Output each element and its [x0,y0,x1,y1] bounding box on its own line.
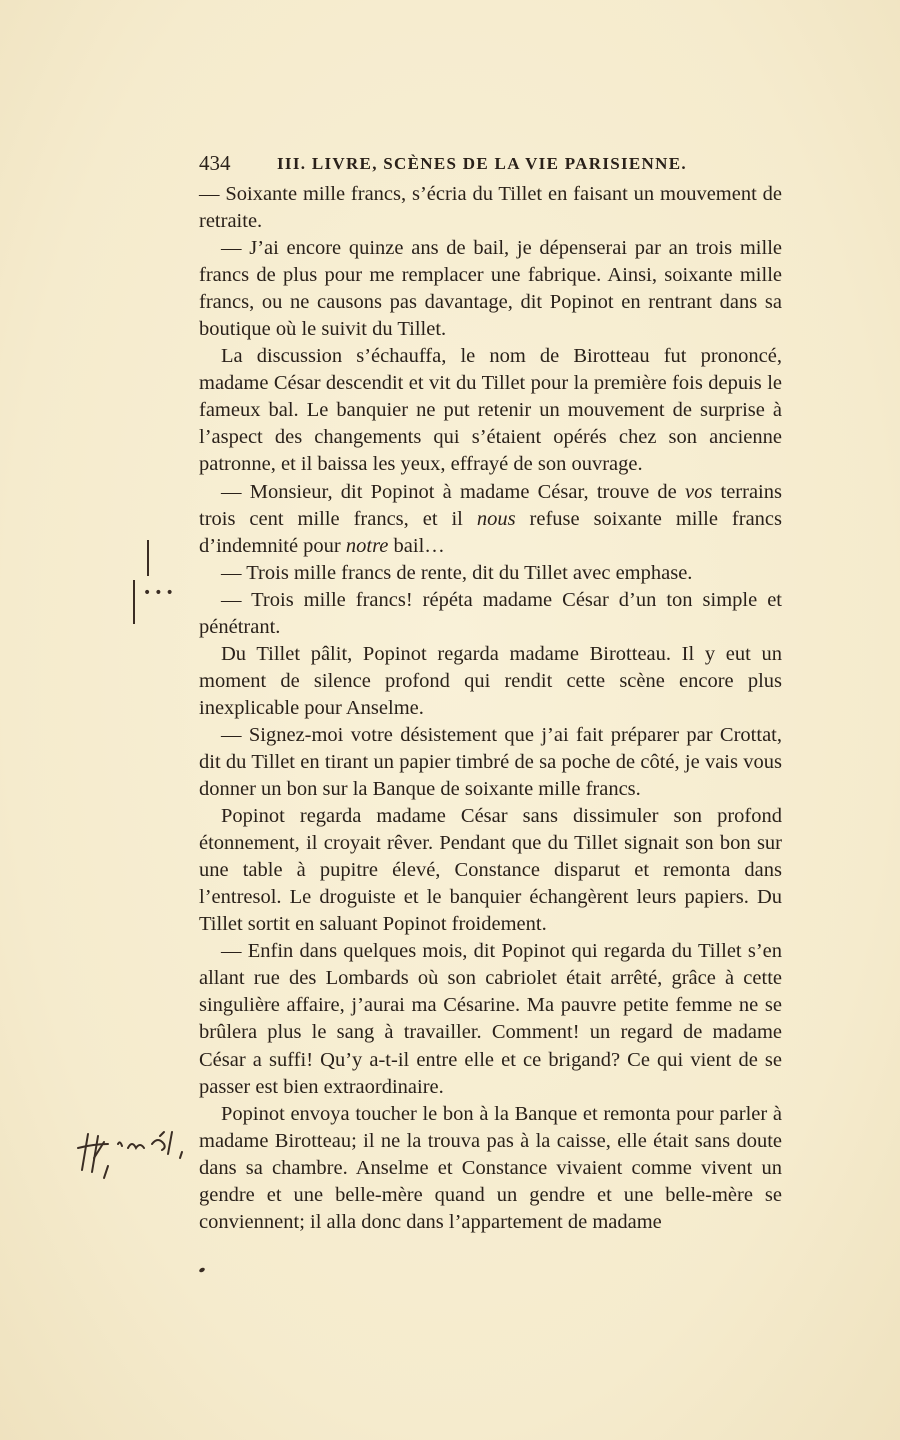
ink-speck [198,1267,205,1273]
paragraph-4-part-2: terrains trois cent mille francs, et il [199,480,782,530]
margin-bar-mark [147,540,149,576]
emphasis-vos: vos [684,480,713,503]
paragraph-4-part-3: refuse soixante mille francs d’indemnité pour [199,507,783,557]
paragraph-8: — Signez-moi votre désistement que j’ai fait préparer par Crottat, dit du Tillet en tirant un papier timbré de sa poche de côté, je vais vous donner un bon sur la Banque de soixante mille francs. [199,723,782,801]
paragraph-4-part-1: — Monsieur, dit Popinot à madame César, trouve de [221,480,685,503]
page-number: 434 [199,151,231,175]
margin-dots-mark: ••• [143,585,177,601]
paragraph-3: La discussion s’échauffa, le nom de Birotteau fut prononcé, madame César descendit et vit du Tillet pour la première fois depuis le fameux bal. Le banquier ne put retenir un mouvement de surprise à l’aspect des changements qui s’étaient opérés chez son ancienne patronne, et il baissa les yeux, effrayé de son ouvrage. [199,345,782,476]
body-text [199,181,782,1236]
paragraph-7: Du Tillet pâlit, Popinot regarda madame Birotteau. Il y eut un moment de silence profond qui rendit cette scène encore plus inexplicable pour Anselme. [199,642,782,719]
emphasis-nous: nous [476,507,516,530]
paragraph-1: — Soixante mille francs, s’écria du Tillet en faisant un mouvement de retraite. [199,183,782,233]
paragraph-2: — J’ai encore quinze ans de bail, je dépenserai par an trois mille francs de plus pour me remplacer une fabrique. Ainsi, soixante mille francs, ou ne causons pas davantage, dit Popinot en rentrant dans sa boutique où le suivit du Tillet. [199,237,782,341]
running-title: III. LIVRE, SCÈNES DE LA VIE PARISIENNE. [277,154,687,173]
paragraph-4-part-4: bail… [388,534,445,557]
paragraph-5: — Trois mille francs de rente, dit du Tillet avec emphase. [221,561,693,584]
paragraph-11: Popinot envoya toucher le bon à la Banque et remonta pour parler à madame Birotteau; il ne la trouva pas à la caisse, elle était sans doute dans sa chambre. Anselme et Constance vivaient comme vivent un gendre et une belle-mère quand un gendre et une belle-mère se conviennent; il alla donc dans l’appartement de madame [199,1102,782,1233]
emphasis-notre: notre [345,534,389,557]
margin-bar-mark-2 [133,580,135,624]
page-header [199,151,784,177]
handwritten-correction-mark [74,1122,194,1182]
paragraph-4 [199,479,782,560]
paragraph-10: — Enfin dans quelques mois, dit Popinot qui regarda du Tillet s’en allant rue des Lombards où son cabriolet était arrêté, grâce à cette singulière affaire, j’aurai ma Césarine. Ma pauvre petite femme ne se brûlera plus le sang à travailler. Comment! un regard de madame César a suffi! Qu’y a-t-il entre elle et ce brigand? Ce qui vient de se passer est bien extraordinaire. [199,940,782,1098]
paragraph-9: Popinot regarda madame César sans dissimuler son profond étonnement, il croyait rêver. Pendant que du Tillet signait son bon sur une table à pupitre élevé, Constance disparut et remonta dans l’entresol. Le droguiste et le banquier échangèrent leurs papiers. Du Tillet sortit en saluant Popinot froidement. [199,805,782,936]
paragraph-6: — Trois mille francs! répéta madame César d’un ton simple et pénétrant. [199,588,782,638]
